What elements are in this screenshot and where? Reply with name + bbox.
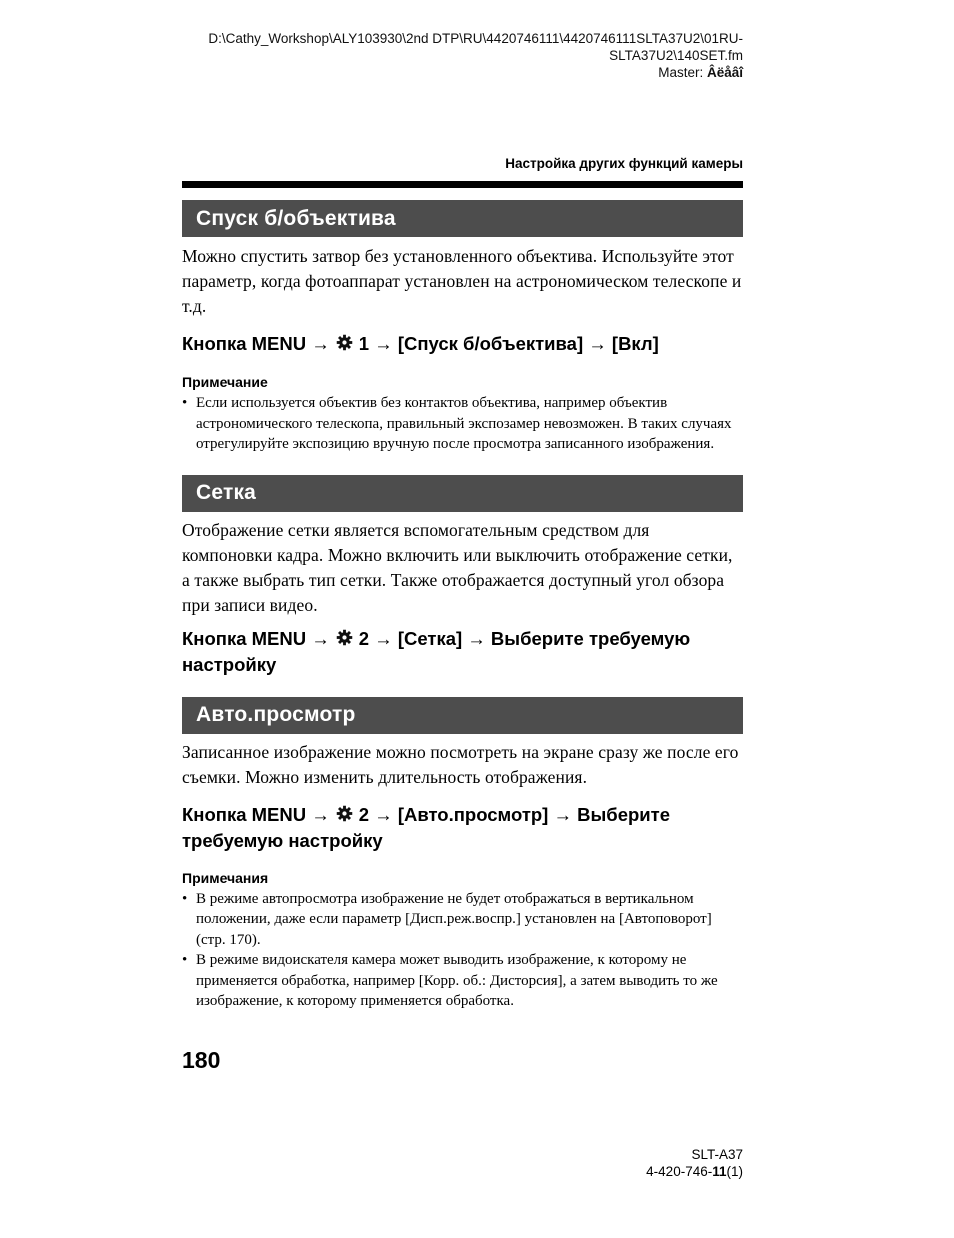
menu-command-post: 1 → [Спуск б/объектива] → [Вкл]	[358, 333, 659, 354]
footer-model: SLT-A37	[691, 1147, 743, 1162]
menu-command	[182, 331, 743, 357]
master-value: Âëåâî	[706, 65, 743, 80]
file-path-line2: SLTA37U2\140SET.fm	[609, 48, 743, 63]
note-heading: Примечания	[182, 869, 269, 886]
gear-icon	[335, 628, 354, 647]
note-item: • В режиме автопросмотра изображение не будет отображаться в вертикальном положении, даже если параметр [Дисп.реж.воспр.] установлен на [Автоповорот] (стр. 170).	[182, 889, 743, 951]
menu-command-post: 2 → [Авто.просмотр] → Выберите требуемую настройку	[182, 803, 671, 851]
section-body: Можно спустить затвор без установленного объектива. Используйте этот параметр, когда фотоаппарат установлен на астрономическом телескопе и т.д.	[182, 246, 742, 316]
master-line	[182, 64, 743, 81]
section-title-text: Спуск б/объектива	[196, 206, 396, 230]
menu-command-post: 2 → [Сетка] → Выберите требуемую настройку	[182, 627, 691, 675]
file-path-line1: D:\Cathy_Workshop\ALY103930\2nd DTP\RU\4420746111\4420746111SLTA37U2\01RU-	[208, 31, 743, 46]
section-title-grid	[182, 475, 743, 512]
note-list	[182, 889, 743, 1012]
note-item: • В режиме видоискателя камера может выводить изображение, к которому не применяется обработка, например [Корр. об.: Дисторсия], а затем выводить то же изображение, к которому применяется обработка.	[182, 950, 743, 1012]
header-rule	[182, 181, 743, 188]
note-heading: Примечание	[182, 374, 268, 390]
page-number: 180	[182, 1047, 221, 1073]
section-title-text: Авто.просмотр	[196, 703, 356, 726]
footer-code: 4-420-746-11(1)	[646, 1164, 743, 1179]
menu-command	[182, 802, 743, 854]
menu-command-pre: Кнопка MENU →	[182, 803, 330, 825]
menu-command-pre: Кнопка MENU →	[182, 333, 330, 354]
file-path-header	[182, 30, 743, 81]
menu-command-pre: Кнопка MENU →	[182, 627, 330, 649]
section-title-text: Сетка	[196, 481, 257, 504]
section-title-auto-review	[182, 697, 743, 734]
section-body: Отображение сетки является вспомогательным средством для компоновки кадра. Можно включить или выключить отображение сетки, а также выбрать тип сетки. Также отображается доступный угол обзора при записи видео.	[182, 519, 733, 615]
running-head: Настройка других функций камеры	[505, 156, 743, 171]
content-column	[182, 30, 743, 1012]
section-body: Записанное изображение можно посмотреть на экране сразу же после его съемки. Можно изменить длительность отображения.	[182, 741, 739, 787]
gear-icon	[335, 804, 354, 823]
section-title-lens-release	[182, 200, 743, 237]
note-item: • Если используется объектив без контактов объектива, например объектив астрономического телескопа, правильный экспозамер невозможен. В таких случаях отрегулируйте экспозицию вручную после просмотра записанного изображения.	[182, 393, 743, 455]
master-label: Master:	[658, 65, 707, 80]
gear-icon	[335, 333, 354, 352]
note-list	[182, 393, 743, 455]
footer	[646, 1146, 743, 1180]
menu-command	[182, 626, 743, 678]
